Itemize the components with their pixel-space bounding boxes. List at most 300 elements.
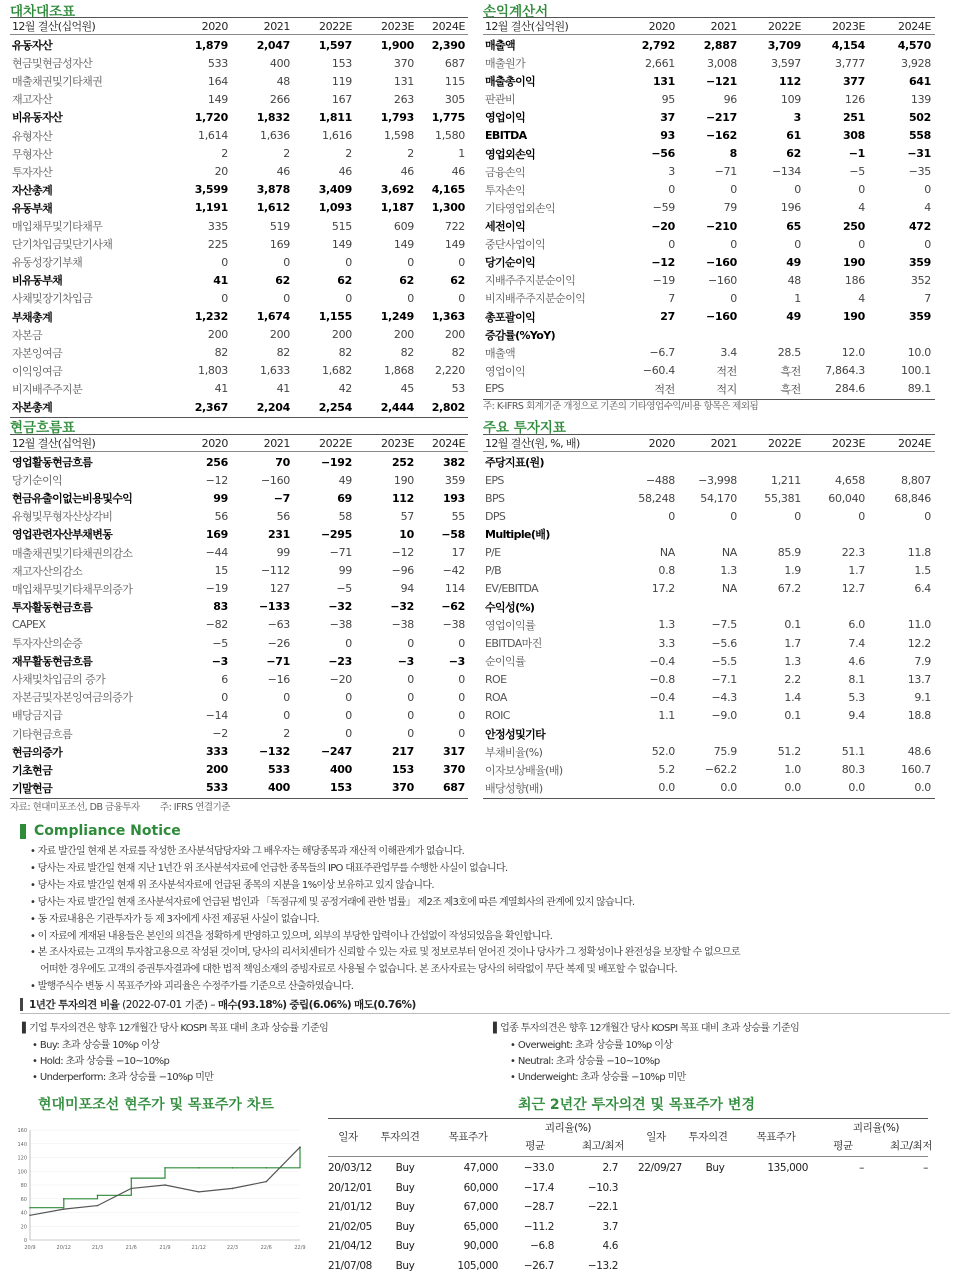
cell-value: −31 <box>907 147 931 161</box>
data-point <box>164 1184 166 1186</box>
year-header: 2024E <box>432 19 465 33</box>
table-row <box>10 289 468 307</box>
cell-value: 2,444 <box>380 400 414 414</box>
table-bottom-line <box>483 399 935 400</box>
cell-value: 2 <box>283 727 290 741</box>
row-label: EPS <box>485 473 504 487</box>
cell-value: 6.0 <box>848 618 865 632</box>
cell-value: 153 <box>391 763 414 777</box>
cell-value: 115 <box>444 74 465 88</box>
row-label: 사채및차입금의 증가 <box>12 673 106 687</box>
cell-value: −38 <box>442 618 465 632</box>
hist-avg: – <box>859 1162 864 1174</box>
opinion-ratio <box>20 996 950 1014</box>
cell-value: NA <box>721 546 737 560</box>
cell-value: 284.6 <box>835 382 865 396</box>
cell-value: 95 <box>661 92 675 106</box>
table-row <box>10 652 468 670</box>
cell-value: 1,363 <box>431 310 465 324</box>
cell-value: −192 <box>321 455 352 469</box>
hist-opinion: Buy <box>395 1181 415 1194</box>
cell-value: 1.9 <box>784 564 801 578</box>
table-row <box>483 688 935 706</box>
table-row <box>483 580 935 598</box>
cell-value: −3 <box>448 654 465 668</box>
year-header: 2024E <box>898 436 931 450</box>
cell-value: 0 <box>283 255 290 269</box>
guide-left-item: • Hold: 초과 상승률 −10~10%p <box>32 1056 170 1067</box>
hist-date: 21/07/08 <box>328 1259 372 1272</box>
table-unit-label: 12월 결산(원, %, 배) <box>485 437 580 450</box>
cell-value: 1,682 <box>322 364 352 378</box>
cell-value: 0 <box>407 255 414 269</box>
cell-value: 382 <box>442 455 465 469</box>
data-point <box>164 1167 166 1169</box>
cell-value: 2,661 <box>645 56 675 70</box>
opinion-buy: 매수(93.18%) <box>217 999 287 1011</box>
income-statement <box>483 0 935 414</box>
compliance-title-text: Compliance Notice <box>34 823 181 839</box>
table-row <box>10 453 468 471</box>
cell-value: 11.0 <box>907 618 931 632</box>
row-label: 배당성향(배) <box>485 781 543 795</box>
year-header: 2024E <box>898 19 931 33</box>
table-row <box>10 525 468 543</box>
cell-value: 60,040 <box>828 491 865 505</box>
row-label: 투자활동현금흐름 <box>12 600 93 614</box>
row-label: 영업외손익 <box>485 147 536 161</box>
hist-avg: −11.2 <box>523 1220 554 1233</box>
table-row <box>10 580 468 598</box>
hist-opinion: Buy <box>395 1259 415 1272</box>
table-row <box>10 634 468 652</box>
cell-value: 10.0 <box>907 346 931 360</box>
row-label: ROE <box>485 672 507 686</box>
table-row <box>10 779 468 797</box>
cell-value: 12.2 <box>907 636 931 650</box>
cell-value: −12 <box>391 546 414 560</box>
row-label: 무형자산 <box>12 147 53 161</box>
cell-value: 0 <box>345 690 352 704</box>
year-header: 2023E <box>381 19 414 33</box>
data-point <box>198 1191 200 1193</box>
cell-value: −23 <box>328 654 352 668</box>
cell-value: −16 <box>267 672 290 686</box>
opinion-label: 1년간 투자의견 비율 <box>29 999 120 1011</box>
table-row <box>10 670 468 688</box>
cell-value: −35 <box>908 165 931 179</box>
cell-value: NA <box>659 546 675 560</box>
cell-value: 3,692 <box>380 183 414 197</box>
row-label: 자산총계 <box>12 183 53 197</box>
table-row <box>10 36 468 54</box>
row-label: EBITDA <box>485 129 527 143</box>
table-row <box>483 453 935 471</box>
hist-opinion: Buy <box>395 1162 415 1174</box>
cell-value: 169 <box>269 237 290 251</box>
cell-value: 1 <box>794 291 801 305</box>
cell-value: 99 <box>213 491 228 505</box>
data-point <box>63 1198 65 1200</box>
cell-value: 53 <box>451 382 465 396</box>
cell-value: 8,807 <box>901 473 931 487</box>
table-row <box>10 562 468 580</box>
cell-value: 89.1 <box>907 382 931 396</box>
cell-value: −56 <box>651 147 675 161</box>
table-unit-label: 12월 결산(십억원) <box>485 20 569 33</box>
cell-value: −71 <box>329 546 352 560</box>
cell-value: 3,777 <box>835 56 865 70</box>
cell-value: 164 <box>207 74 228 88</box>
table-bottom-line <box>10 798 468 799</box>
cell-value: 0 <box>458 291 465 305</box>
hdr-minmax: 최고/최저 <box>889 1140 933 1152</box>
balance-sheet-title: 대차대조표 <box>10 4 76 20</box>
cell-value: 0 <box>858 237 865 251</box>
cell-value: 62 <box>275 273 290 287</box>
cell-value: −3 <box>211 654 228 668</box>
table-row <box>483 634 935 652</box>
hist-date: 21/01/12 <box>328 1201 372 1213</box>
opinion-sell: 매도(0.76%) <box>354 999 416 1011</box>
year-header: 2021 <box>710 436 737 450</box>
cell-value: 20 <box>214 165 228 179</box>
cell-value: 적전 <box>716 364 737 378</box>
cell-value: 1,612 <box>256 201 290 215</box>
cell-value: 17 <box>451 546 465 560</box>
table-row <box>483 544 935 562</box>
cell-value: 305 <box>444 92 465 106</box>
cell-value: 193 <box>442 491 465 505</box>
cell-value: −38 <box>391 618 414 632</box>
guide-left-item: • Underperform: 초과 상승률 −10%p 미만 <box>32 1072 214 1083</box>
cell-value: 0 <box>283 291 290 305</box>
row-label: ROA <box>485 690 507 704</box>
cell-value: 131 <box>393 74 414 88</box>
hist-date: 21/04/12 <box>328 1240 372 1252</box>
x-tick-label: 20/12 <box>56 1245 71 1251</box>
cell-value: 266 <box>269 92 290 106</box>
cell-value: 0 <box>730 183 737 197</box>
cell-value: −58 <box>441 527 465 541</box>
cell-value: −9.0 <box>711 708 737 722</box>
row-label: 부채비율(%) <box>485 745 543 759</box>
cell-value: −5 <box>212 636 228 650</box>
cell-value: 54,170 <box>700 491 737 505</box>
table-row <box>483 181 935 199</box>
cell-value: −12 <box>205 473 228 487</box>
cell-value: 352 <box>910 273 931 287</box>
y-tick-label: 20 <box>20 1224 27 1231</box>
cell-value: −19 <box>205 582 228 596</box>
year-header: 2021 <box>263 436 290 450</box>
cell-value: 1.1 <box>658 708 675 722</box>
cell-value: 0 <box>407 708 414 722</box>
table-row <box>483 54 935 72</box>
cell-value: 1.3 <box>784 654 801 668</box>
row-label: 당기순이익 <box>485 256 536 270</box>
cell-value: −62.2 <box>704 763 737 777</box>
data-point <box>29 1207 31 1209</box>
cell-value: 0.0 <box>658 781 675 795</box>
cell-value: 5.3 <box>848 690 865 704</box>
hdr-target: 목표주가 <box>448 1131 488 1143</box>
price-chart <box>8 1122 308 1257</box>
row-label: 이자보상배율(배) <box>485 763 563 777</box>
row-label: 당기순이익 <box>12 474 63 488</box>
x-tick-label: 22/3 <box>226 1245 239 1251</box>
row-label: BPS <box>485 491 505 505</box>
table-row <box>10 145 468 163</box>
hist-avg: −26.7 <box>523 1259 554 1272</box>
cell-value: 0 <box>924 509 931 523</box>
cell-value: 335 <box>207 219 228 233</box>
x-tick-label: 21/6 <box>125 1245 137 1251</box>
hdr-date: 일자 <box>338 1131 358 1143</box>
row-label: 지배주주지분순이익 <box>485 274 576 288</box>
row-label: 자본금 <box>12 328 43 342</box>
table-row <box>10 326 468 344</box>
y-tick-label: 100 <box>17 1169 27 1176</box>
y-tick-label: 160 <box>17 1128 27 1134</box>
cell-value: 200 <box>444 328 465 342</box>
cell-value: 0 <box>730 291 737 305</box>
hist-minmax: – <box>923 1162 928 1174</box>
x-tick-label: 21/12 <box>191 1245 206 1251</box>
cell-value: 1,614 <box>198 129 228 143</box>
cell-value: 49 <box>786 310 801 324</box>
cell-value: 11.8 <box>907 546 931 560</box>
cell-value: 1,811 <box>318 110 352 124</box>
hist-target: 65,000 <box>463 1220 498 1233</box>
cell-value: 55 <box>451 509 465 523</box>
cell-value: 12.7 <box>841 582 865 596</box>
cell-value: 1,775 <box>431 110 465 124</box>
cell-value: −210 <box>706 219 737 233</box>
cell-value: 28.5 <box>777 346 801 360</box>
y-tick-label: 120 <box>17 1155 27 1162</box>
cell-value: 18.8 <box>907 708 931 722</box>
cell-value: 377 <box>842 74 865 88</box>
cell-value: 8 <box>729 147 737 161</box>
cell-value: NA <box>721 582 737 596</box>
table-row <box>10 308 468 326</box>
cell-value: 533 <box>205 781 228 795</box>
cell-value: 231 <box>267 527 290 541</box>
year-header: 2023E <box>832 436 865 450</box>
table-row <box>10 235 468 253</box>
cell-value: 2.2 <box>784 672 801 686</box>
cell-value: 558 <box>908 129 931 143</box>
table-row <box>10 380 468 398</box>
cell-value: 0 <box>668 237 675 251</box>
cell-value: 1,249 <box>380 310 414 324</box>
cell-value: 317 <box>442 745 465 759</box>
cell-value: 139 <box>910 92 931 106</box>
cell-value: 153 <box>329 781 352 795</box>
cell-value: −12 <box>651 255 675 269</box>
year-header: 2023E <box>832 19 865 33</box>
cell-value: 1 <box>458 147 465 161</box>
hdr-opinion: 투자의견 <box>380 1131 420 1143</box>
cell-value: 58,248 <box>638 491 675 505</box>
table-row <box>483 471 935 489</box>
cell-value: 1,633 <box>260 364 290 378</box>
guide-right-item: • Neutral: 초과 상승률 −10~10%p <box>510 1056 660 1067</box>
row-label: 현금의증가 <box>12 745 63 759</box>
cell-value: 722 <box>444 219 465 233</box>
cell-value: 56 <box>214 509 228 523</box>
cell-value: −59 <box>652 201 675 215</box>
cell-value: 46 <box>276 165 290 179</box>
row-label: 유형자산 <box>12 129 53 143</box>
hist-target: 105,000 <box>457 1259 498 1272</box>
cell-value: 186 <box>844 273 865 287</box>
cell-value: 1,616 <box>322 129 352 143</box>
cell-value: −132 <box>259 745 290 759</box>
cell-value: 1,636 <box>260 129 290 143</box>
cell-value: 169 <box>205 527 228 541</box>
cell-value: 94 <box>400 582 414 596</box>
compliance-note: • 이 자료에 게재된 내용들은 본인의 의견을 정확하게 반영하고 있으며, 외부의 부당한 압력이나 간섭없이 작성되었음을 확인합니다. <box>30 930 553 942</box>
cell-value: 2 <box>221 147 228 161</box>
row-label: 매입채무및기타채무 <box>12 220 103 234</box>
cell-value: −71 <box>266 654 290 668</box>
cell-value: 0 <box>458 636 465 650</box>
row-label: 매출채권및기타채권 <box>12 75 103 89</box>
cell-value: 0 <box>407 727 414 741</box>
cell-value: 3,709 <box>767 38 801 52</box>
cell-value: 61 <box>786 129 801 143</box>
cell-value: 2,367 <box>194 400 228 414</box>
cell-value: 2 <box>345 147 352 161</box>
cell-value: 58 <box>338 509 352 523</box>
cell-value: −4.3 <box>711 690 737 704</box>
income-statement-title: 손익계산서 <box>483 4 549 20</box>
cell-value: 82 <box>400 346 414 360</box>
history-title: 최근 2년간 투자의견 및 목표주가 변경 <box>518 1097 755 1113</box>
y-tick-label: 60 <box>20 1196 27 1203</box>
row-label: 배당금지급 <box>12 709 63 723</box>
data-point <box>97 1205 99 1207</box>
cell-value: 8.1 <box>848 672 865 686</box>
data-point <box>232 1167 234 1169</box>
row-label: 유동자산 <box>12 39 53 53</box>
cell-value: 3,597 <box>771 56 801 70</box>
cell-value: 160.7 <box>901 763 931 777</box>
table-row <box>483 326 935 344</box>
cell-value: 2,887 <box>703 38 737 52</box>
cell-value: 1,793 <box>380 110 414 124</box>
cell-value: 4,570 <box>897 38 931 52</box>
cell-value: 4,154 <box>831 38 865 52</box>
cell-value: 55,381 <box>764 491 801 505</box>
table-row <box>483 217 935 235</box>
year-header: 2022E <box>768 19 801 33</box>
row-label: 투자손익 <box>485 183 526 197</box>
cell-value: 2,802 <box>431 400 465 414</box>
cell-value: 0 <box>668 509 675 523</box>
row-label: 자본잉여금 <box>12 346 63 360</box>
data-point <box>63 1208 65 1210</box>
cell-value: 370 <box>391 781 414 795</box>
row-label: 투자자산 <box>12 165 53 179</box>
cell-value: 51.2 <box>777 745 801 759</box>
table-row <box>483 507 935 525</box>
row-label: 영업이익 <box>485 111 526 125</box>
cell-value: 82 <box>451 346 465 360</box>
hist-minmax: 4.6 <box>602 1240 618 1252</box>
cell-value: 4.6 <box>848 654 865 668</box>
table-row <box>10 217 468 235</box>
data-point <box>299 1146 301 1148</box>
cell-value: 200 <box>393 328 414 342</box>
cell-value: −5 <box>849 165 865 179</box>
cell-value: 4,658 <box>835 473 865 487</box>
table-row <box>483 36 935 54</box>
cell-value: 82 <box>276 346 290 360</box>
compliance-note: 어떠한 경우에도 고객의 증권투자결과에 대한 법적 책임소재의 증빙자료로 사용될 수 없습니다. 본 조사자료는 당사의 허락없이 무단 복제 및 배포할 수 없습니다. <box>40 964 677 976</box>
hist-minmax: −10.3 <box>587 1181 618 1194</box>
table-row <box>10 127 468 145</box>
table-row <box>483 199 935 217</box>
cell-value: 0 <box>924 237 931 251</box>
cell-value: 96 <box>723 92 737 106</box>
cell-value: 1,155 <box>318 310 352 324</box>
table-row <box>10 688 468 706</box>
cell-value: 0 <box>345 727 352 741</box>
row-label: EBITDA마진 <box>485 637 542 651</box>
cell-value: 3,008 <box>707 56 737 70</box>
cell-value: 1,211 <box>771 473 801 487</box>
cell-value: 3,599 <box>194 183 228 197</box>
cell-value: −38 <box>329 618 352 632</box>
row-label: 재무활동현금흐름 <box>12 655 93 669</box>
cell-value: −160 <box>260 473 290 487</box>
history-top-line <box>328 1118 928 1119</box>
cell-value: 0.0 <box>784 781 801 795</box>
cell-value: −82 <box>205 618 228 632</box>
hist-minmax: −22.1 <box>587 1201 618 1213</box>
cell-value: 0 <box>407 690 414 704</box>
x-tick-label: 21/3 <box>91 1245 104 1251</box>
hist-opinion: Buy <box>395 1220 415 1233</box>
cell-value: −488 <box>645 473 675 487</box>
hist-date: 21/02/05 <box>328 1220 372 1233</box>
hist-opinion: Buy <box>705 1162 725 1174</box>
cell-value: −5.6 <box>711 636 737 650</box>
cell-value: 9.4 <box>848 708 865 722</box>
cell-value: 4 <box>858 291 865 305</box>
cell-value: 12.0 <box>841 346 865 360</box>
row-label: 기초현금 <box>12 763 53 777</box>
row-label: 순이익률 <box>485 655 526 669</box>
guide-left-item: • Buy: 초과 상승률 10%p 이상 <box>32 1040 160 1051</box>
cell-value: 41 <box>276 382 290 396</box>
table-row <box>10 544 468 562</box>
cell-value: 0 <box>283 708 290 722</box>
cell-value: 93 <box>660 129 675 143</box>
cell-value: 0 <box>794 509 801 523</box>
cell-value: 13.7 <box>907 672 931 686</box>
cell-value: 533 <box>207 56 228 70</box>
hist-target: 67,000 <box>463 1201 498 1213</box>
cell-value: 0 <box>458 690 465 704</box>
guide-right-title: ▌업종 투자의견은 향후 12개월간 당사 KOSPI 목표 대비 초과 상승률 기준임 <box>493 1023 800 1034</box>
cell-value: 400 <box>329 763 352 777</box>
row-label: Multiple(배) <box>485 528 550 542</box>
table-row <box>10 398 468 416</box>
